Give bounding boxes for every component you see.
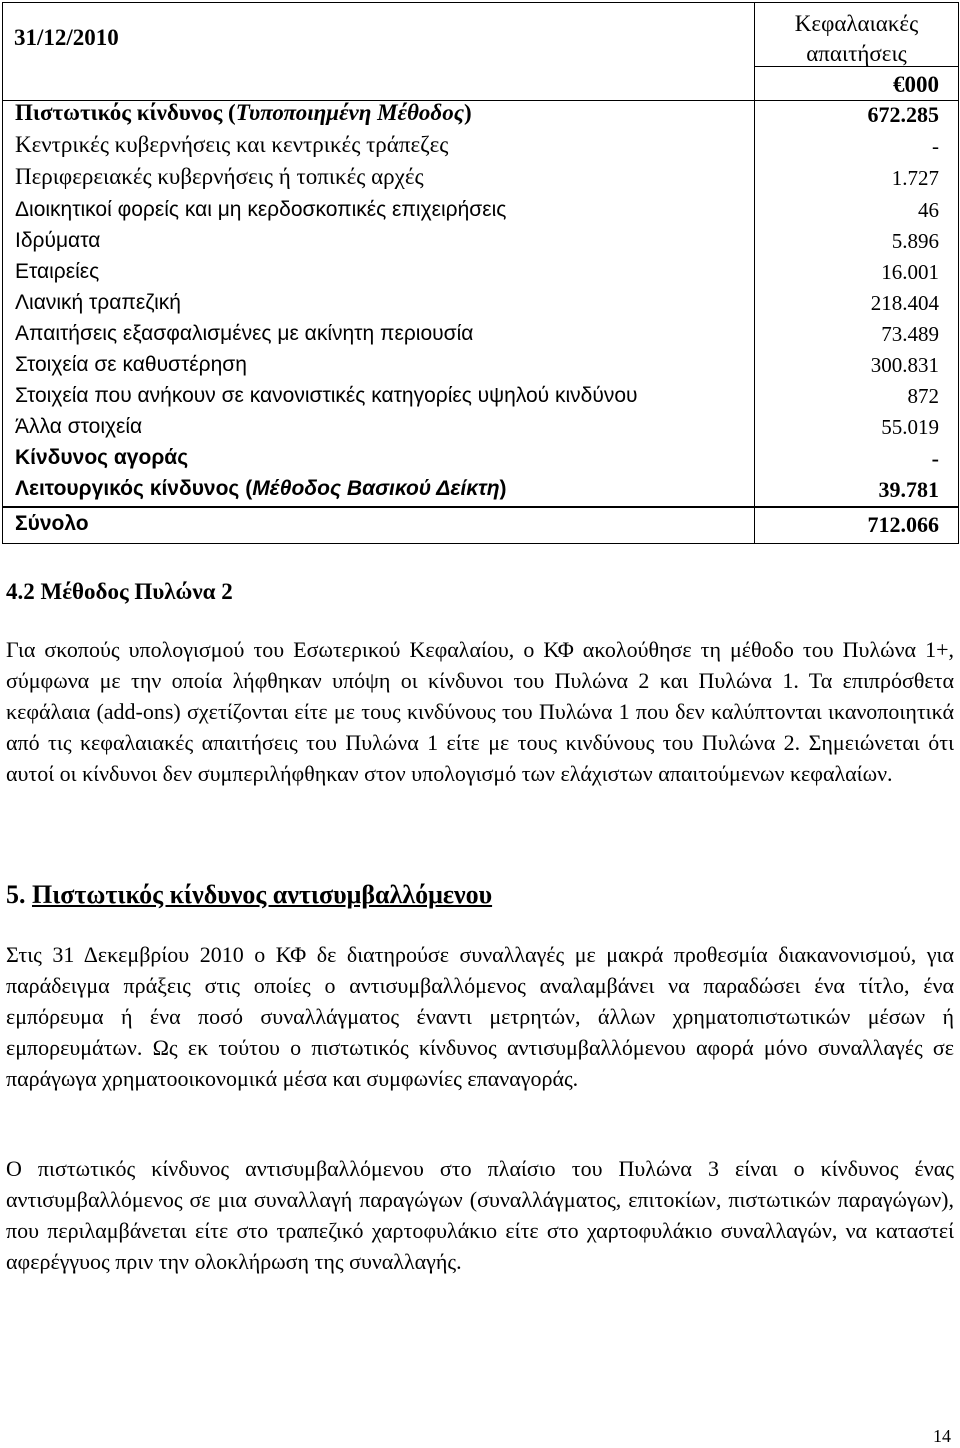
row-label: Περιφερειακές κυβερνήσεις ή τοπικές αρχές bbox=[15, 164, 424, 189]
section-title: Πιστωτικός κίνδυνος αντισυμβαλλόμενου bbox=[32, 880, 493, 909]
table-row bbox=[3, 196, 958, 227]
row-value: 1.727 bbox=[891, 166, 939, 190]
table-unit: €000 bbox=[893, 72, 939, 97]
table-row-market-risk bbox=[3, 444, 958, 475]
row-value: - bbox=[932, 134, 939, 158]
row-value: 672.285 bbox=[867, 102, 939, 127]
row-value: 300.831 bbox=[870, 353, 939, 377]
table-row bbox=[3, 289, 958, 320]
table-row bbox=[3, 258, 958, 289]
table-row-total bbox=[3, 510, 958, 541]
row-divider bbox=[3, 506, 958, 508]
row-label: Απαιτήσεις εξασφαλισμένες με ακίνητη περιουσία bbox=[15, 322, 474, 345]
row-value: 872 bbox=[907, 384, 939, 408]
paragraph: Στις 31 Δεκεμβρίου 2010 ο ΚΦ δε διατηρούσε συναλλαγές με μακρά προθεσμία διακανονισμού, για παράδειγμα πράξεις στις οποίες ο αντισυμβαλλόμενος αναλαμβάνει να παραδώσει ένα τίτλο, ένα εμπόρευμα ή ένα ποσό συναλλάγματος έναντι μετρητών, άλλων χρηματοπιστωτικών μέσων ή εμπορευμάτων. Ως εκ τούτου ο πιστωτικός κίνδυνος αντισυμβαλλόμενου αφορά μόνο συναλλαγές σε παράγωγα χρηματοοικονομικά μέσα και συμφωνίες επαναγοράς. bbox=[6, 942, 954, 1091]
row-label: Λιανική τραπεζική bbox=[15, 291, 181, 314]
row-label: Κεντρικές κυβερνήσεις και κεντρικές τράπεζες bbox=[15, 132, 449, 157]
table-row bbox=[3, 132, 958, 163]
paragraph: Ο πιστωτικός κίνδυνος αντισυμβαλλόμενου στο πλαίσιο του Πυλώνα 3 είναι ο κίνδυνος ένας αντισυμβαλλόμενος σε μια συναλλαγή παραγώγων (συναλλάγματος, επιτοκίων, πιστωτικών παραγώγων), που περιλαμβάνεται είτε στο τραπεζικό χαρτοφυλάκιο είτε στο χαρτοφυλάκιο συναλλαγών, να καταστεί αφερέγγυος πριν την ολοκλήρωση της συναλλαγής. bbox=[6, 1156, 954, 1274]
row-value: 712.066 bbox=[867, 512, 939, 537]
table-row bbox=[3, 351, 958, 382]
section-heading-5 bbox=[6, 880, 492, 910]
row-label: Κίνδυνος αγοράς bbox=[15, 446, 189, 469]
capital-requirements-table bbox=[2, 2, 959, 544]
header-line: απαιτήσεις bbox=[806, 41, 907, 66]
row-value: 55.019 bbox=[881, 415, 939, 439]
row-label: Λειτουργικός κίνδυνος (Μέθοδος Βασικού Δείκτη) bbox=[15, 477, 507, 500]
row-label: Σύνολο bbox=[15, 512, 89, 535]
table-row bbox=[3, 164, 958, 195]
row-label: Εταιρείες bbox=[15, 260, 100, 283]
table-row bbox=[3, 382, 958, 413]
section-number: 5. bbox=[6, 880, 26, 909]
row-label: Ιδρύματα bbox=[15, 229, 101, 252]
table-row bbox=[3, 413, 958, 444]
row-value: 16.001 bbox=[881, 260, 939, 284]
row-value: 218.404 bbox=[870, 291, 939, 315]
table-date: 31/12/2010 bbox=[14, 25, 119, 50]
table-row-operational-risk bbox=[3, 475, 958, 506]
row-value: 73.489 bbox=[881, 322, 939, 346]
row-value: - bbox=[931, 446, 939, 471]
table-row bbox=[3, 320, 958, 351]
paragraph: Για σκοπούς υπολογισμού του Εσωτερικού Κεφαλαίου, ο ΚΦ ακολούθησε τη μέθοδο του Πυλώνα 1+, σύμφωνα με την οποία λήφθηκαν υπόψη οι κίνδυνοι του Πυλώνα 2 και Πυλώνα 1. Τα επιπρόσθετα κεφάλαια (add-ons) σχετίζονται είτε με τους κινδύνους του Πυλώνα 1 που δεν καλύπτονται ικανοποιητικά από τις κεφαλαιακές απαιτήσεις του Πυλώνα 1 είτε με τους κινδύνους του Πυλώνα 2. Σημειώνεται ότι αυτοί οι κίνδυνοι δεν συμπεριλήφθηκαν στον υπολογισμό των ελάχιστων απαιτούμενων κεφαλαίων. bbox=[6, 637, 954, 786]
row-label: Στοιχεία που ανήκουν σε κανονιστικές κατηγορίες υψηλού κινδύνου bbox=[15, 384, 638, 407]
row-label: Πιστωτικός κίνδυνος (Τυποποιημένη Μέθοδος) bbox=[15, 100, 472, 125]
row-value: 5.896 bbox=[891, 229, 939, 253]
section-heading-4-2: 4.2 Μέθοδος Πυλώνα 2 bbox=[6, 579, 233, 604]
row-label: Στοιχεία σε καθυστέρηση bbox=[15, 353, 247, 376]
page-number: 14 bbox=[933, 1426, 951, 1446]
table-row bbox=[3, 227, 958, 258]
row-value: 46 bbox=[918, 198, 939, 222]
row-label: Διοικητικοί φορείς και μη κερδοσκοπικές επιχειρήσεις bbox=[15, 198, 507, 221]
row-label: Άλλα στοιχεία bbox=[15, 415, 143, 438]
row-value: 39.781 bbox=[878, 477, 939, 502]
header-line: Κεφαλαιακές bbox=[794, 11, 919, 36]
table-row-credit-risk bbox=[3, 100, 958, 131]
table-column-header bbox=[755, 9, 958, 69]
